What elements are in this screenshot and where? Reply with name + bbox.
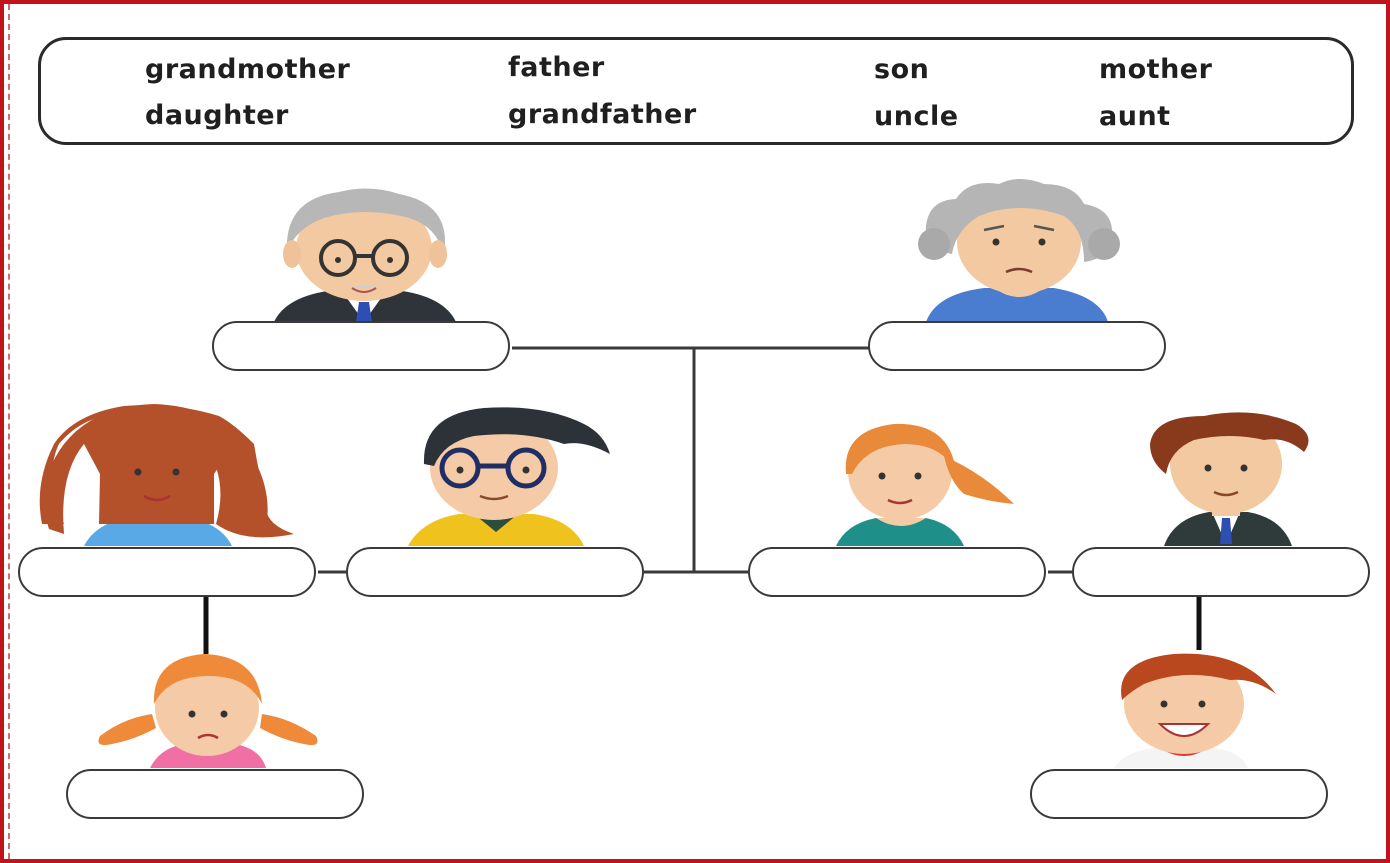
tree-connectors: [206, 348, 1199, 654]
grandfather-portrait: [274, 188, 456, 322]
father-portrait: [408, 407, 610, 546]
answer-box-grandfather[interactable]: [212, 321, 510, 371]
word-bank-item: grandfather: [508, 99, 697, 130]
grandmother-portrait: [918, 179, 1120, 322]
word-bank-item: father: [508, 52, 605, 83]
mother-portrait: [40, 404, 294, 546]
answer-box-son[interactable]: [1030, 769, 1328, 819]
answer-box-daughter[interactable]: [66, 769, 364, 819]
answer-box-mother[interactable]: [18, 547, 316, 597]
family-tree: [4, 4, 1386, 859]
word-bank-item: uncle: [874, 101, 959, 132]
word-bank-item: daughter: [145, 100, 289, 131]
answer-box-aunt[interactable]: [748, 547, 1046, 597]
answer-box-grandmother[interactable]: [868, 321, 1166, 371]
son-portrait: [1114, 654, 1276, 768]
word-bank-item: mother: [1099, 54, 1213, 85]
word-bank-item: aunt: [1099, 101, 1171, 132]
uncle-portrait: [1150, 412, 1309, 546]
answer-box-father[interactable]: [346, 547, 644, 597]
aunt-portrait: [836, 424, 1014, 546]
answer-box-uncle[interactable]: [1072, 547, 1370, 597]
word-bank-item: son: [874, 54, 930, 85]
word-bank-item: grandmother: [145, 54, 351, 85]
daughter-portrait: [99, 654, 318, 768]
